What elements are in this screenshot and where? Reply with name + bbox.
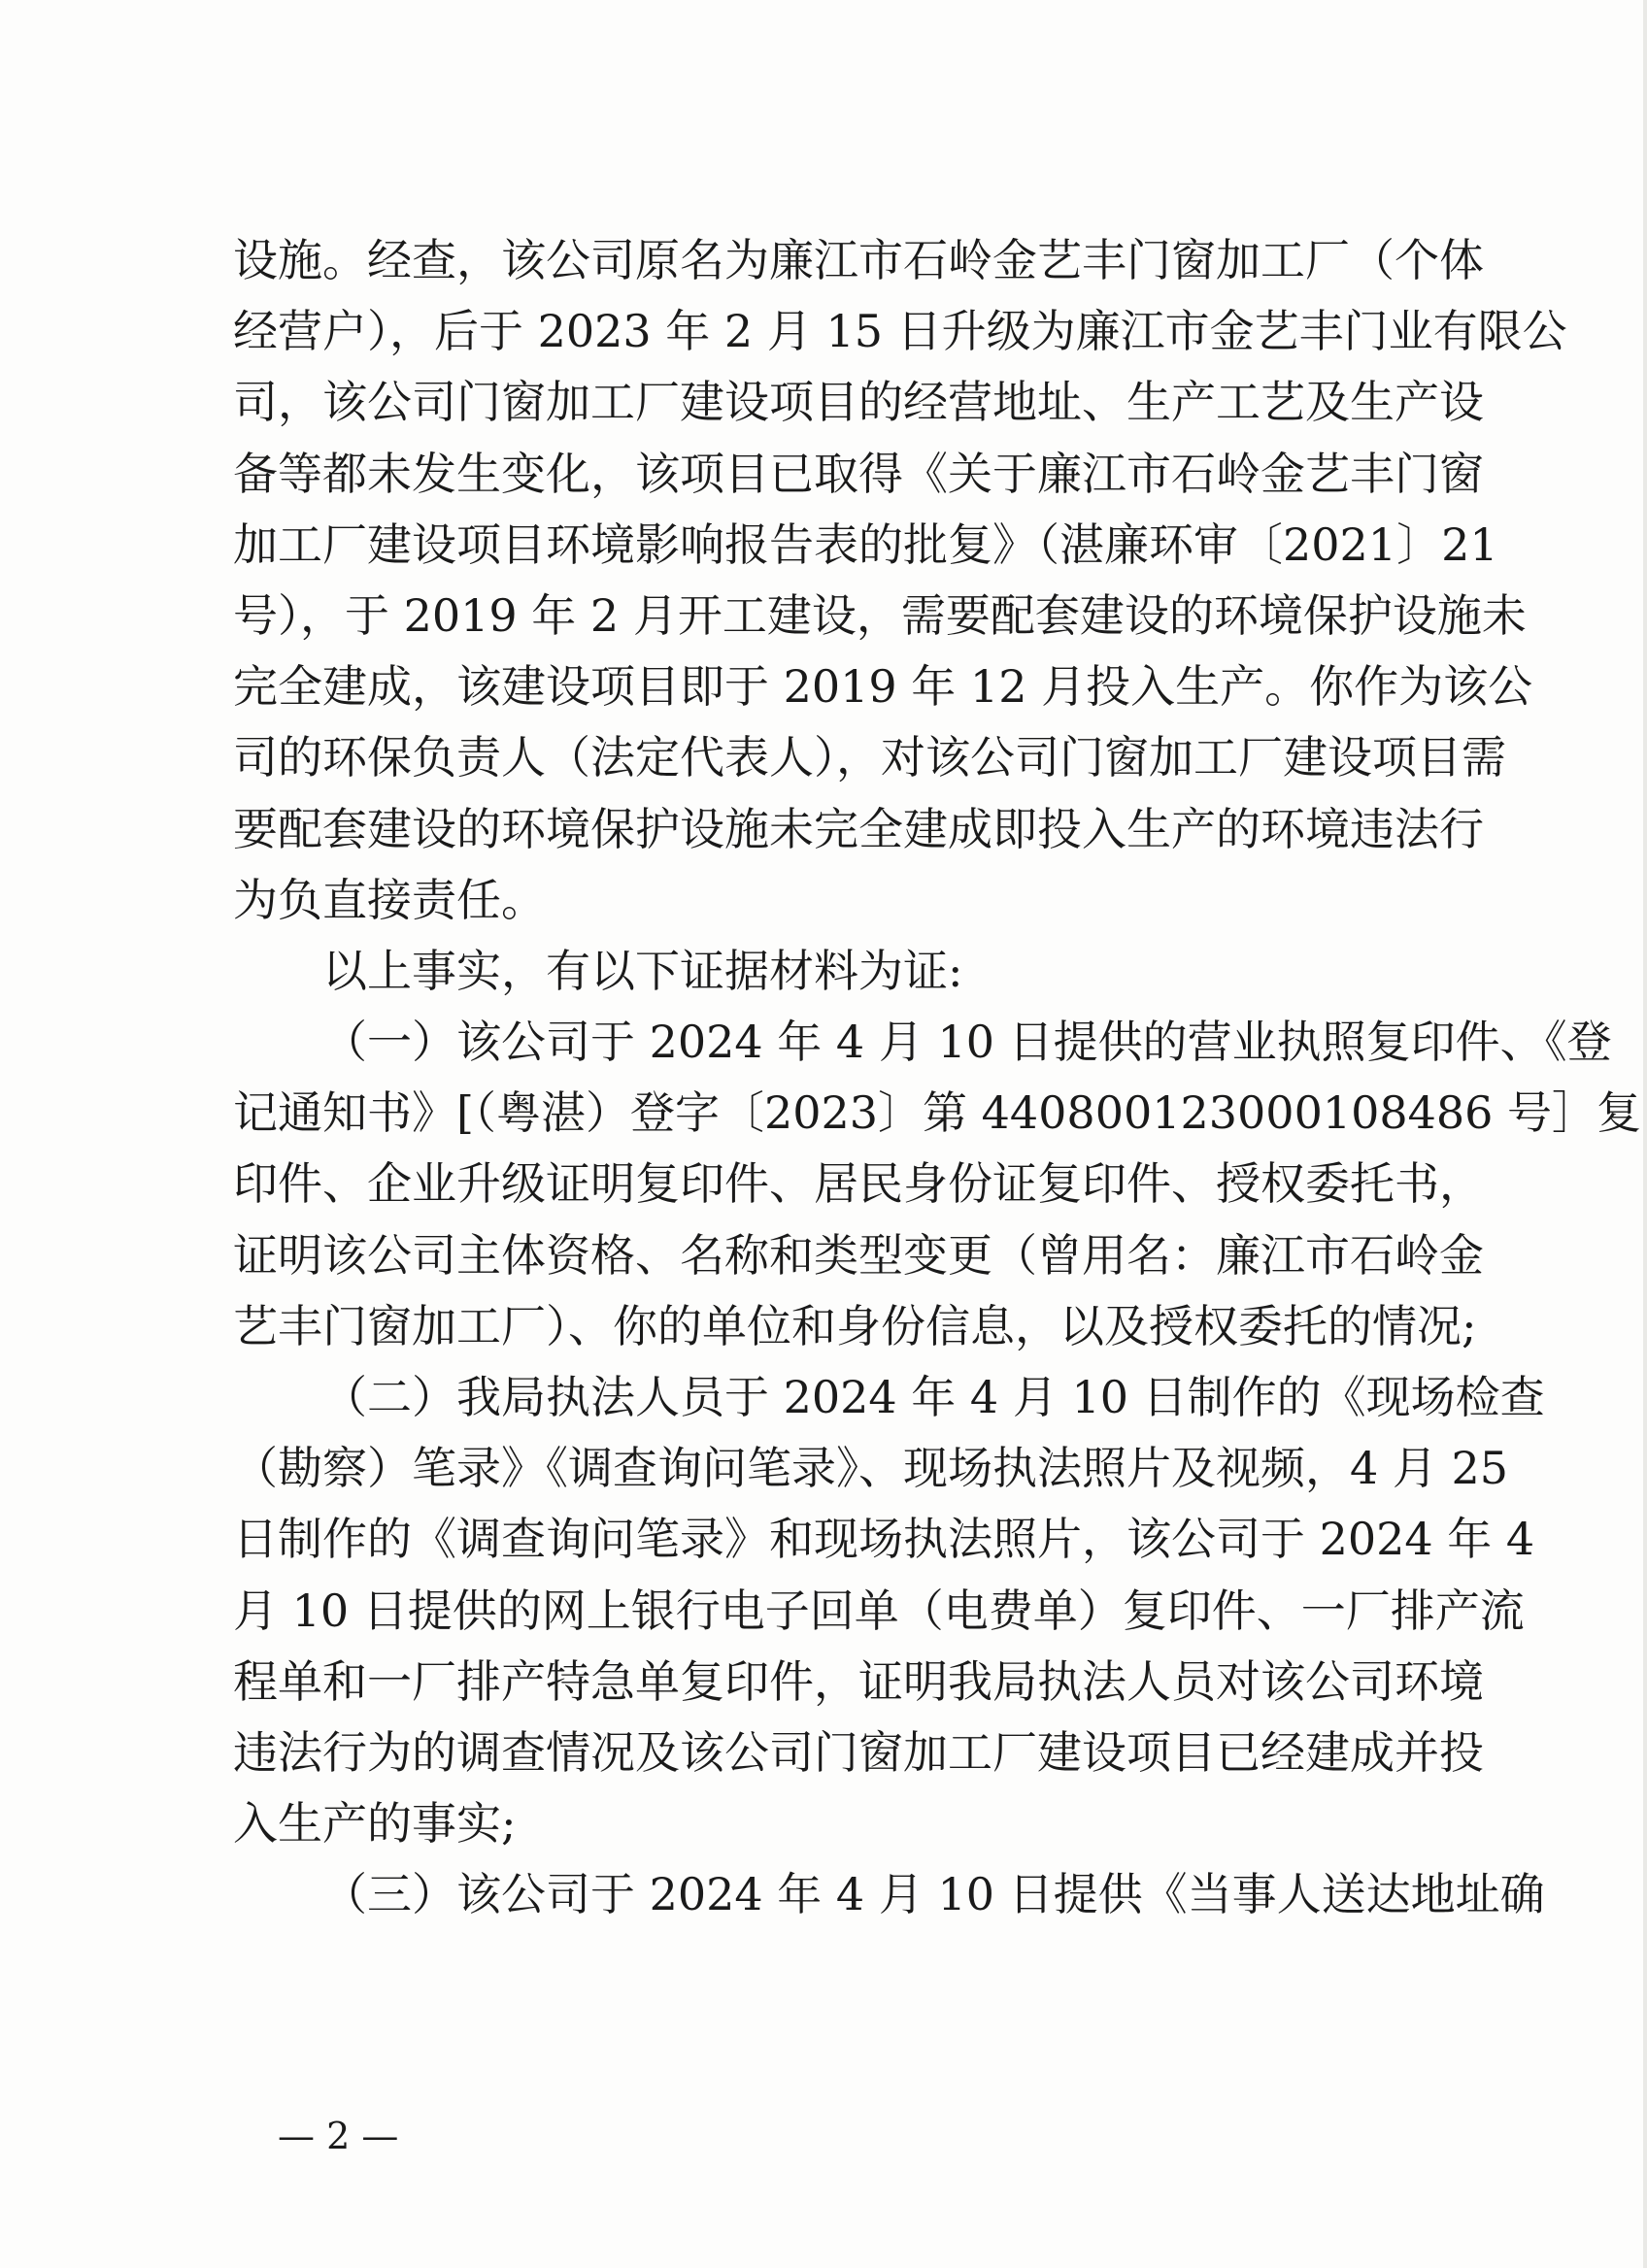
evidence-item-3: （三）该公司于 2024 年 4 月 10 日提供《当事人送达地址确 bbox=[322, 1868, 1545, 1921]
text-line: 日制作的《调查询问笔录》和现场执法照片，该公司于 2024 年 4 bbox=[233, 1513, 1535, 1566]
scan-edge bbox=[1643, 0, 1647, 2268]
text-line: 为负直接责任。 bbox=[233, 873, 546, 926]
text-line: 司，该公司门窗加工厂建设项目的经营地址、生产工艺及生产设 bbox=[233, 376, 1484, 429]
text-line: 入生产的事实; bbox=[233, 1797, 517, 1851]
text-line: 违法行为的调查情况及该公司门窗加工厂建设项目已经建成并投 bbox=[233, 1725, 1484, 1779]
text-line: 证明该公司主体资格、名称和类型变更（曾用名：廉江市石岭金 bbox=[233, 1228, 1484, 1282]
text-line: （勘察）笔录》《调查询问笔录》、现场执法照片及视频，4 月 25 bbox=[233, 1442, 1509, 1495]
text-line: 程单和一厂排产特急单复印件，证明我局执法人员对该公司环境 bbox=[233, 1654, 1484, 1708]
text-line: 设施。经查，该公司原名为廉江市石岭金艺丰门窗加工厂（个体 bbox=[233, 234, 1484, 286]
paragraph-heading: 以上事实，有以下证据材料为证: bbox=[322, 944, 963, 997]
text-line: 加工厂建设项目环境影响报告表的批复》（湛廉环审〔2021〕21 bbox=[233, 517, 1498, 571]
page-number: — 2 — bbox=[278, 2115, 399, 2157]
text-line: 备等都未发生变化，该项目已取得《关于廉江市石岭金艺丰门窗 bbox=[233, 447, 1484, 500]
text-line: 完全建成，该建设项目即于 2019 年 12 月投入生产。你作为该公 bbox=[233, 660, 1533, 714]
text-line: 艺丰门窗加工厂）、你的单位和身份信息，以及授权委托的情况; bbox=[233, 1299, 1477, 1352]
document-body bbox=[233, 225, 1642, 1931]
text-line: 司的环保负责人（法定代表人），对该公司门窗加工厂建设项目需 bbox=[233, 731, 1506, 784]
text-line: 记通知书》[（粤湛）登字〔2023〕第 440800123000108486 号］复 bbox=[233, 1086, 1642, 1140]
evidence-item-1: （一）该公司于 2024 年 4 月 10 日提供的营业执照复印件、《登 bbox=[322, 1016, 1612, 1069]
text-line: 号），于 2019 年 2 月开工建设，需要配套建设的环境保护设施未 bbox=[233, 588, 1527, 642]
text-line: 经营户），后于 2023 年 2 月 15 日升级为廉江市金艺丰门业有限公 bbox=[233, 305, 1567, 358]
text-line: 月 10 日提供的网上银行电子回单（电费单）复印件、一厂排产流 bbox=[233, 1584, 1525, 1637]
evidence-item-2: （二）我局执法人员于 2024 年 4 月 10 日制作的《现场检查 bbox=[322, 1371, 1545, 1423]
text-line: 印件、企业升级证明复印件、居民身份证复印件、授权委托书， bbox=[233, 1157, 1484, 1211]
text-line: 要配套建设的环境保护设施未完全建成即投入生产的环境违法行 bbox=[233, 802, 1484, 855]
